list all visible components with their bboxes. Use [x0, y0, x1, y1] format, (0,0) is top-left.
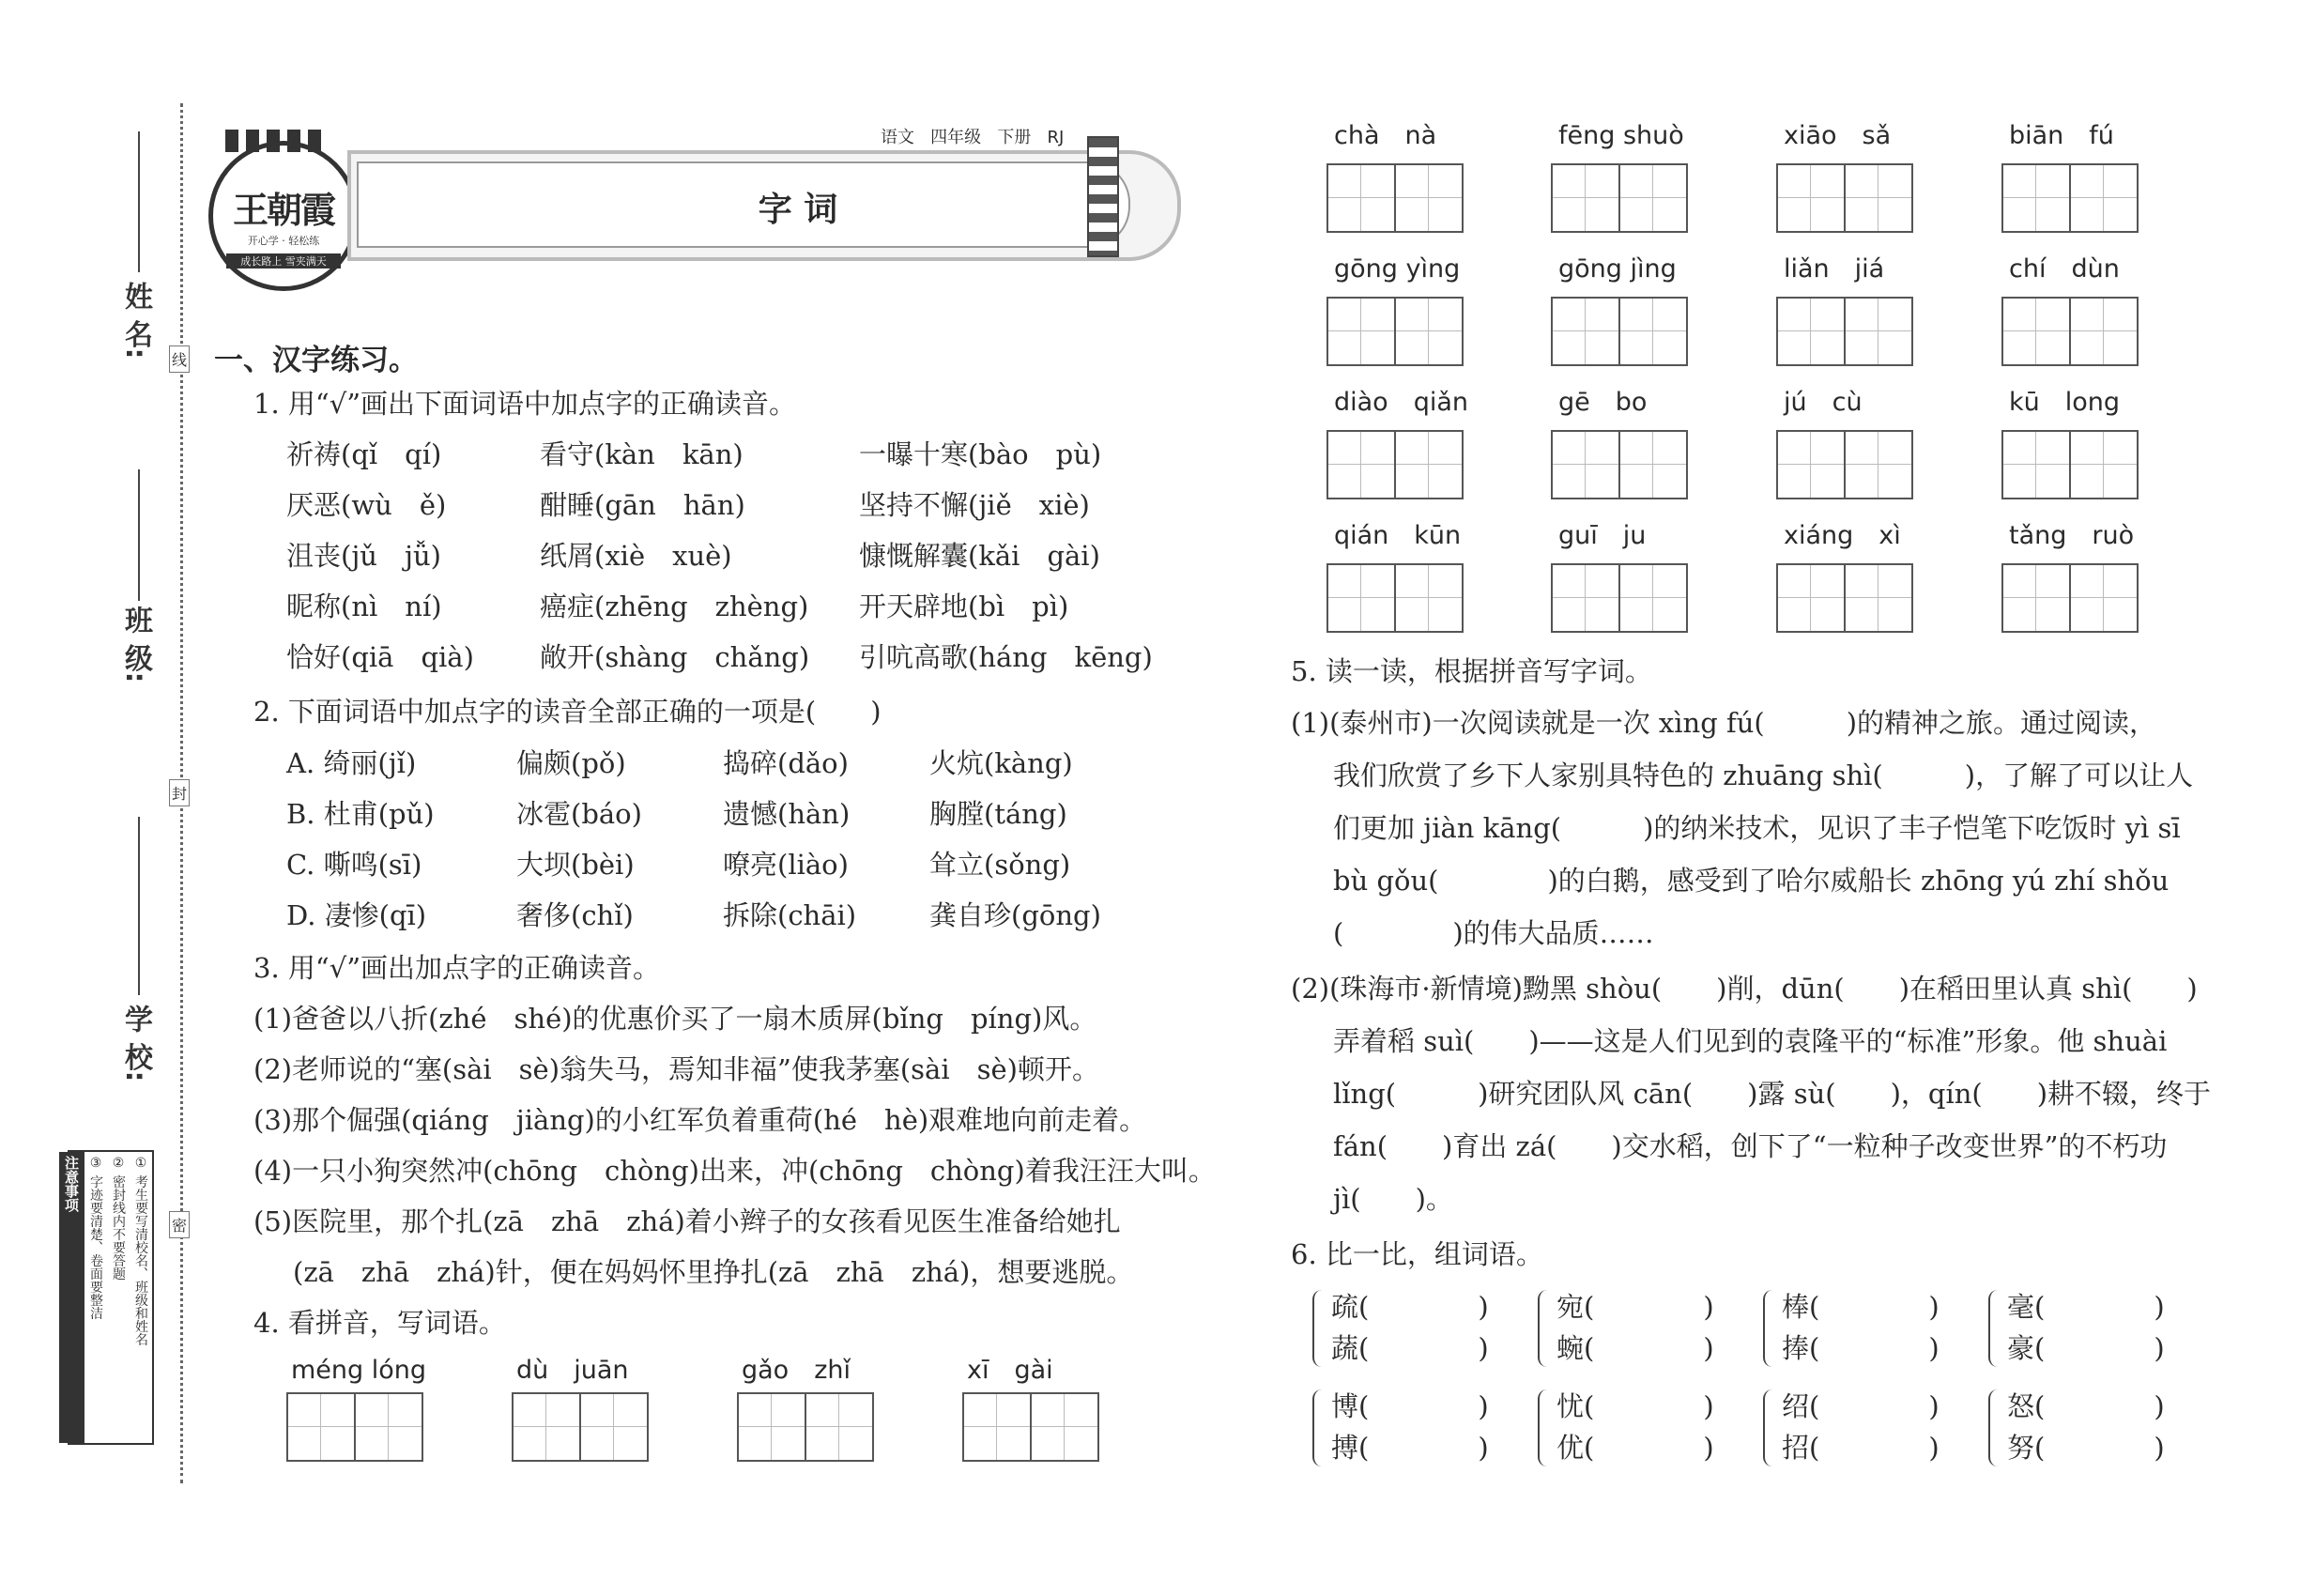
q1-word[interactable]: 祈祷(qǐ qí) — [286, 438, 442, 470]
school-field[interactable] — [138, 817, 140, 995]
grid-cell[interactable] — [2003, 165, 2071, 231]
lighthouse-icon — [1087, 136, 1119, 257]
pinyin-label: xiáng xì — [1784, 521, 1901, 550]
compare-pair[interactable] — [1782, 1386, 1940, 1468]
compare-pair[interactable] — [1782, 1286, 1940, 1369]
notice-box — [63, 1150, 154, 1445]
grid-cell[interactable] — [1846, 299, 1911, 364]
brace-mark — [1988, 1290, 2000, 1367]
notice-item-3: ③ 字迹要清楚、卷面要整洁 — [88, 1156, 103, 1320]
compare-word[interactable]: 捧( ) — [1782, 1332, 1940, 1364]
grid-cell[interactable] — [2071, 165, 2137, 231]
pinyin-label: gōng yìng — [1334, 254, 1461, 284]
pinyin-label: jú cù — [1784, 388, 1863, 417]
pinyin-label: chí dùn — [2009, 254, 2120, 284]
q2-option: 奢侈(chǐ) — [516, 899, 634, 931]
compare-word[interactable]: 努( ) — [2007, 1432, 2165, 1464]
pinyin-label: biān fú — [2009, 121, 2114, 150]
section-heading: 一、汉字练习。 — [214, 344, 418, 377]
seal-mark-1: 线 — [169, 345, 190, 373]
answer-grid[interactable] — [2001, 430, 2139, 499]
logo-tag: 开心学 · 轻松练 — [247, 235, 320, 247]
q5-passage2-line: (2)(珠海市·新情境)黝黑 shòu( )削，dūn( )在稻田里认真 shì( ) — [1291, 973, 2198, 1005]
answer-grid[interactable] — [1551, 563, 1688, 633]
grid-cell[interactable] — [1328, 299, 1396, 364]
grid-cell[interactable] — [1328, 165, 1396, 231]
answer-grid[interactable] — [962, 1392, 1099, 1462]
answer-grid[interactable] — [1776, 297, 1913, 366]
q1-word[interactable]: 敞开(shàng chǎng) — [540, 641, 810, 673]
q1-word[interactable]: 昵称(nì ní) — [286, 591, 442, 622]
q3-item-1: (1)爸爸以八折(zhé shé)的优惠价买了一扇木质屏(bǐng píng)风。 — [253, 1003, 1097, 1035]
q2-option[interactable]: B. 杜甫(pǔ) — [286, 798, 435, 830]
pinyin-label: fēng shuò — [1558, 121, 1684, 150]
q1-word[interactable]: 纸屑(xiè xuè) — [540, 540, 732, 572]
logo-sub: 成长路上 雪夹满天 — [226, 253, 341, 269]
name-field[interactable] — [138, 131, 140, 272]
grade: 四年级 — [930, 128, 982, 147]
grid-cell[interactable] — [356, 1394, 422, 1460]
brace-mark — [1312, 1389, 1324, 1466]
compare-word[interactable]: 绍( ) — [1782, 1390, 1940, 1422]
grid-cell[interactable] — [288, 1394, 356, 1460]
grid-cell[interactable] — [1328, 432, 1396, 498]
q2-option: 捣碎(dǎo) — [723, 747, 849, 779]
page-title: 字 词 — [758, 191, 838, 229]
seal-mark-3: 密 — [169, 1211, 190, 1238]
compare-word[interactable]: 毫( ) — [2007, 1291, 2165, 1323]
grid-cell[interactable] — [1846, 165, 1911, 231]
pinyin-label: chà nà — [1334, 121, 1437, 150]
notice-title: 注意事项 — [59, 1152, 84, 1443]
q5-passage1-line: (1)(泰州市)一次阅读就是一次 xìng fú( )的精神之旅。通过阅读， — [1291, 707, 2157, 739]
q1-word[interactable]: 恰好(qiā qià) — [286, 641, 474, 673]
pinyin-label: gē bo — [1558, 388, 1648, 417]
q5-passage1-line: bù gǒu( )的白鹅，感受到了哈尔威船长 zhōng yú zhí shǒu — [1333, 865, 2170, 897]
grid-cell[interactable] — [2071, 565, 2137, 631]
grid-cell[interactable] — [1778, 299, 1846, 364]
grid-cell[interactable] — [1553, 432, 1620, 498]
q1-word[interactable]: 坚持不懈(jiě xiè) — [859, 489, 1090, 521]
grid-cell[interactable] — [1620, 565, 1686, 631]
answer-grid[interactable] — [1551, 430, 1688, 499]
compare-word[interactable]: 蜿( ) — [1556, 1332, 1714, 1364]
answer-grid[interactable] — [1326, 163, 1464, 233]
q2-option: 冰雹(báo) — [516, 798, 642, 830]
compare-word[interactable]: 怒( ) — [2007, 1390, 2165, 1422]
brace-mark — [1312, 1290, 1324, 1367]
class-field[interactable] — [138, 469, 140, 601]
q5-prompt: 5. 读一读，根据拼音写字词。 — [1291, 655, 1652, 687]
brace-mark — [1763, 1290, 1774, 1367]
q3-item-4: (4)一只小狗突然冲(chōng chòng)出来，冲(chōng chòng)着我汪汪大叫。 — [253, 1155, 1216, 1187]
q5-passage1-line: 我们欣赏了乡下人家别具特色的 zhuāng shì( )，了解了可以让人 — [1333, 760, 2194, 791]
grid-cell[interactable] — [1396, 565, 1462, 631]
compare-word[interactable]: 疏( ) — [1331, 1291, 1489, 1323]
grid-cell[interactable] — [1846, 432, 1911, 498]
q1-word[interactable]: 引吭高歌(háng kēng) — [859, 641, 1153, 673]
school-label: 学 校: — [119, 1005, 152, 1082]
q2-option: 拆除(chāi) — [723, 899, 857, 931]
grid-cell[interactable] — [1778, 432, 1846, 498]
answer-grid[interactable] — [1776, 163, 1913, 233]
answer-grid[interactable] — [1326, 430, 1464, 499]
grid-cell[interactable] — [2071, 432, 2137, 498]
pinyin-label: gǎo zhǐ — [742, 1356, 851, 1385]
brace-mark — [1538, 1290, 1549, 1367]
grid-cell[interactable] — [2003, 299, 2071, 364]
answer-grid[interactable] — [2001, 563, 2139, 633]
q3-item-2: (2)老师说的“塞(sài sè)翁失马，焉知非福”使我茅塞(sài sè)顿开。 — [253, 1053, 1099, 1085]
pinyin-label: qián kūn — [1334, 521, 1462, 550]
q1-word[interactable]: 酣睡(gān hān) — [540, 489, 745, 521]
q6-prompt: 6. 比一比，组词语。 — [1291, 1238, 1543, 1270]
q3-prompt: 3. 用“√”画出加点字的正确读音。 — [253, 952, 661, 984]
compare-pair[interactable] — [1556, 1386, 1714, 1468]
answer-grid[interactable] — [1551, 297, 1688, 366]
compare-pair[interactable] — [1331, 1386, 1489, 1468]
grid-cell[interactable] — [1553, 565, 1620, 631]
grid-cell[interactable] — [739, 1394, 806, 1460]
q1-word[interactable]: 沮丧(jǔ jǚ) — [286, 540, 441, 572]
notice-item-2: ② 密封线内不要答题 — [111, 1156, 126, 1281]
q2-option: 嘹亮(liào) — [723, 849, 849, 881]
class-label: 班 级: — [119, 606, 152, 683]
crown-icon — [225, 130, 329, 152]
answer-grid[interactable] — [512, 1392, 649, 1462]
answer-grid[interactable] — [1326, 563, 1464, 633]
answer-grid[interactable] — [1776, 430, 1913, 499]
compare-pair[interactable] — [1556, 1286, 1714, 1369]
header-meta — [881, 124, 1064, 148]
pinyin-label: kū long — [2009, 388, 2121, 417]
pinyin-label: guī ju — [1558, 521, 1647, 550]
logo — [208, 141, 359, 291]
answer-grid[interactable] — [737, 1392, 874, 1462]
pinyin-label: méng lóng — [291, 1356, 427, 1385]
pinyin-label: liǎn jiá — [1784, 254, 1885, 284]
q1-word[interactable]: 一曝十寒(bào pù) — [859, 438, 1102, 470]
q1-word[interactable]: 癌症(zhēng zhèng) — [540, 591, 809, 622]
grid-cell[interactable] — [1778, 565, 1846, 631]
grid-cell[interactable] — [806, 1394, 872, 1460]
answer-grid[interactable] — [286, 1392, 423, 1462]
answer-grid[interactable] — [1551, 163, 1688, 233]
grid-cell[interactable] — [1396, 299, 1462, 364]
grid-cell[interactable] — [1328, 565, 1396, 631]
compare-word[interactable]: 优( ) — [1556, 1432, 1714, 1464]
q2-option: 龚自珍(gōng) — [929, 899, 1101, 931]
grid-cell[interactable] — [1846, 565, 1911, 631]
q1-word[interactable]: 慷慨解囊(kǎi gài) — [859, 540, 1100, 572]
q1-prompt: 1. 用“√”画出下面词语中加点字的正确读音。 — [253, 388, 797, 420]
grid-cell[interactable] — [581, 1394, 647, 1460]
grid-cell[interactable] — [2003, 432, 2071, 498]
compare-word[interactable]: 棒( ) — [1782, 1291, 1940, 1323]
subject: 语文 — [881, 128, 914, 147]
q5-passage2-line: lǐng( )研究团队风 cān( )露 sù( )，qín( )耕不辍，终于 — [1333, 1078, 2212, 1110]
compare-pair[interactable] — [2007, 1286, 2165, 1369]
compare-word[interactable]: 宛( ) — [1556, 1291, 1714, 1323]
grid-cell[interactable] — [1032, 1394, 1097, 1460]
grid-cell[interactable] — [964, 1394, 1032, 1460]
q5-passage2-line: jì( )。 — [1333, 1183, 1453, 1215]
q1-word[interactable]: 开天辟地(bì pì) — [859, 591, 1069, 622]
grid-cell[interactable] — [2071, 299, 2137, 364]
compare-word[interactable]: 搏( ) — [1331, 1432, 1489, 1464]
pinyin-label: xī gài — [967, 1356, 1053, 1385]
grid-cell[interactable] — [1553, 299, 1620, 364]
q2-option: 胸膛(táng) — [929, 798, 1067, 830]
grid-cell[interactable] — [514, 1394, 581, 1460]
compare-pair[interactable] — [1331, 1286, 1489, 1369]
pinyin-label: gōng jìng — [1558, 254, 1677, 284]
grid-cell[interactable] — [1620, 432, 1686, 498]
answer-grid[interactable] — [2001, 163, 2139, 233]
name-label: 姓 名: — [119, 282, 152, 360]
seal-mark-2: 封 — [169, 779, 190, 806]
q1-word[interactable]: 看守(kàn kān) — [540, 438, 744, 470]
q2-option: 偏颇(pǒ) — [516, 747, 626, 779]
grid-cell[interactable] — [1620, 299, 1686, 364]
grid-cell[interactable] — [2003, 565, 2071, 631]
q5-passage2-line: fán( )育出 zá( )交水稻，创下了“一粒种子改变世界”的不朽功 — [1333, 1130, 2168, 1162]
answer-grid[interactable] — [1326, 297, 1464, 366]
q3-item-3: (3)那个倔强(qiáng jiàng)的小红军负着重荷(hé hè)艰难地向前走着。 — [253, 1104, 1147, 1136]
answer-grid[interactable] — [1776, 563, 1913, 633]
edition: RJ — [1047, 128, 1065, 147]
answer-grid[interactable] — [2001, 297, 2139, 366]
q5-passage1-line: 们更加 jiàn kāng( )的纳米技术，见识了丰子恺笔下吃饭时 yì sī — [1333, 812, 2181, 844]
compare-word[interactable]: 豪( ) — [2007, 1332, 2165, 1364]
compare-word[interactable]: 蔬( ) — [1331, 1332, 1489, 1364]
q2-option[interactable]: D. 凄惨(qī) — [286, 899, 427, 931]
q2-option: 火炕(kàng) — [929, 747, 1073, 779]
grid-cell[interactable] — [1778, 165, 1846, 231]
q2-prompt: 2. 下面词语中加点字的读音全部正确的一项是( ) — [253, 696, 882, 728]
compare-word[interactable]: 博( ) — [1331, 1390, 1489, 1422]
q2-option: 耸立(sǒng) — [929, 849, 1071, 881]
q2-option: 遗憾(hàn) — [723, 798, 851, 830]
grid-cell[interactable] — [1396, 432, 1462, 498]
pinyin-label: xiāo sǎ — [1784, 121, 1892, 150]
q5-passage2-line: 弄着稻 suì( )——这是人们见到的袁隆平的“标准”形象。他 shuài — [1333, 1025, 2168, 1057]
q3-item-5: (5)医院里，那个扎(zā zhā zhá)着小辫子的女孩看见医生准备给她扎 — [253, 1205, 1121, 1237]
compare-word[interactable]: 招( ) — [1782, 1432, 1940, 1464]
compare-word[interactable]: 忧( ) — [1556, 1390, 1714, 1422]
brace-mark — [1988, 1389, 2000, 1466]
grid-cell[interactable] — [1620, 165, 1686, 231]
q1-word[interactable]: 厌恶(wù ě) — [286, 489, 447, 521]
q5-passage1-line: ( )的伟大品质…… — [1333, 917, 1654, 949]
q3-item-6: (zā zhā zhá)针，便在妈妈怀里挣扎(zā zhā zhá)，想要逃脱。 — [293, 1256, 1134, 1288]
q2-option[interactable]: C. 嘶鸣(sī) — [286, 849, 422, 881]
q2-option: 大坝(bèi) — [516, 849, 635, 881]
pinyin-label: diào qiǎn — [1334, 388, 1469, 417]
q2-option[interactable]: A. 绮丽(jǐ) — [286, 747, 417, 779]
grid-cell[interactable] — [1396, 165, 1462, 231]
brace-mark — [1538, 1389, 1549, 1466]
logo-text: 王朝霞 — [232, 189, 334, 231]
notice-item-1: ① 考生要写清校名、班级和姓名 — [133, 1156, 148, 1346]
pinyin-label: dù juān — [516, 1356, 629, 1385]
compare-pair[interactable] — [2007, 1386, 2165, 1468]
q4-prompt: 4. 看拼音，写词语。 — [253, 1307, 506, 1339]
volume: 下册 — [997, 128, 1032, 147]
pinyin-label: tǎng ruò — [2009, 521, 2135, 550]
grid-cell[interactable] — [1553, 165, 1620, 231]
brace-mark — [1763, 1389, 1774, 1466]
